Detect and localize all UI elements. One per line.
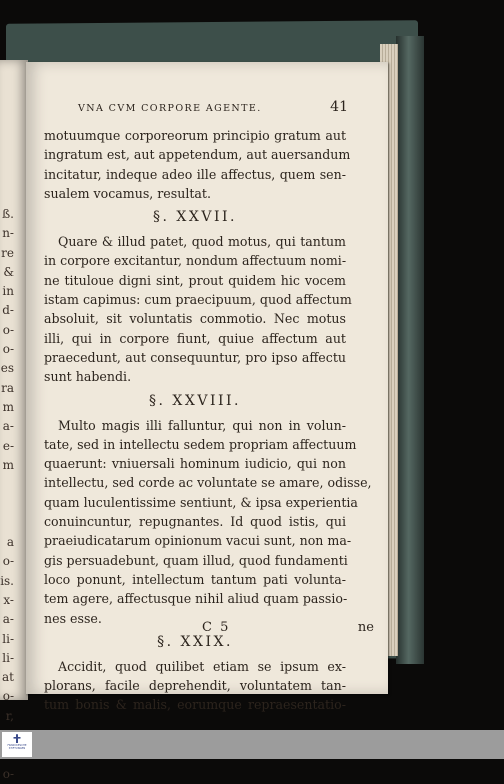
library-logo-icon [12, 734, 22, 744]
left-margin-fragment: ra [1, 380, 14, 395]
text-line: motuumque corporeorum principio gratum aut [44, 128, 346, 143]
library-logo-text-2: STIFTUNGEN [8, 747, 26, 750]
left-margin-fragment: a [6, 535, 14, 550]
left-margin-fragment: re [1, 245, 14, 260]
text-line: nes esse. [44, 610, 102, 626]
left-margin-fragment [0, 514, 14, 533]
text-line: plorans, facile deprehendit, voluntatem tan- [44, 678, 346, 694]
left-margin-fragment: li- [2, 650, 14, 665]
left-margin-fragment: n- [2, 226, 14, 241]
left-margin-fragment: x- [3, 592, 14, 607]
book-cover-edge [396, 36, 424, 664]
text-line: Multo magis illi falluntur, qui non in volun- [58, 417, 346, 433]
left-margin-fragment: a- [2, 419, 14, 434]
left-margin-fragment [0, 494, 14, 513]
text-line: tem agere, affectusque nihil aliud quam passio- [44, 591, 348, 607]
text-line: ingratum est, aut appetendum, aut auersandum [44, 147, 351, 163]
text-line: tum bonis & malis, eorumque repraesentatio- [44, 697, 346, 713]
book-page [26, 62, 388, 713]
text-line: loco ponunt, intellectum tantum pati volunta- [44, 571, 346, 587]
left-margin-fragment [0, 475, 14, 494]
text-line: praeiudicatarum opinionum vacui sunt, non ma- [44, 533, 352, 549]
section-heading: §. XXIX. [157, 633, 233, 650]
text-line: sunt habendi. [44, 369, 132, 385]
running-head: VNA CVM CORPORE AGENTE. [78, 103, 262, 114]
text-line: quaerunt: vniuersali hominum iudicio, qui non [44, 456, 346, 472]
left-margin-fragment: in [2, 284, 14, 299]
left-margin-fragment: is. [0, 573, 14, 588]
left-margin-fragment: & [3, 264, 14, 279]
left-margin-fragment: o- [2, 766, 14, 781]
left-margin-fragment: d- [2, 303, 14, 318]
text-line: Quare & illud patet, quod motus, qui tantum [58, 234, 346, 250]
section-heading: §. XXVIII. [149, 392, 241, 409]
text-line: gis persuadebunt, quam illud, quod fundamenti [44, 552, 348, 568]
left-margin-fragment: e- [2, 438, 14, 453]
left-margin-fragment: o- [2, 689, 14, 704]
left-margin-fragment: m [2, 457, 14, 472]
text-line: Accidit, quod quilibet etiam se ipsum ex- [58, 658, 346, 674]
left-margin-fragment: r, [5, 708, 14, 723]
text-line: quam luculentissime sentiunt, & ipsa experientia [44, 494, 358, 510]
text-line: tate, sed in intellectu sedem propriam affectuum [44, 436, 357, 452]
left-margin-fragment: o- [2, 322, 14, 337]
library-logo-text: FRANCKESCHE [7, 744, 27, 747]
text-line: istam capimus: cum praecipuum, quod affectum [44, 292, 352, 308]
text-line: in corpore excitantur, nondum affectuum nomi- [44, 253, 347, 269]
left-margin-fragment: at [2, 670, 14, 685]
text-line: intellectu, sed corde ac voluntate se amare, odisse, [44, 475, 372, 491]
text-line: conuincuntur, repugnantes. Id quod istis, qui [44, 514, 346, 530]
left-margin-fragment: es [0, 361, 14, 376]
page-number: 41 [330, 99, 348, 115]
text-line: sualem vocamus, resultat. [44, 185, 211, 201]
viewer-bottom-bar [0, 730, 504, 759]
page-footer [74, 620, 374, 640]
left-margin-fragment: a- [2, 612, 14, 627]
text-line: absoluit, sit voluntatis commotio. Nec motus [44, 311, 346, 327]
catchword: ne [357, 620, 374, 635]
text-line: illi, qui in corpore fiunt, quiue affectum aut [44, 330, 346, 346]
left-margin-fragment: ß. [2, 207, 14, 221]
text-line: praecedunt, aut consequuntur, pro ipso affectu [44, 349, 346, 365]
signature-mark: C 5 [202, 620, 231, 635]
section-heading: §. XXVII. [153, 209, 237, 226]
page-header [78, 100, 348, 118]
left-margin-fragment: m [2, 399, 14, 414]
text-line: incitatur, indeque adeo ille affectus, quem sen- [44, 166, 346, 182]
library-logo[interactable] [2, 732, 32, 757]
text-line: ne tituloue digni sint, prout quidem hic vocem [44, 272, 346, 288]
left-page-margin-text [0, 205, 14, 784]
left-margin-fragment: o- [2, 342, 14, 357]
left-margin-fragment: o- [2, 554, 14, 569]
left-margin-fragment: li- [2, 631, 14, 646]
